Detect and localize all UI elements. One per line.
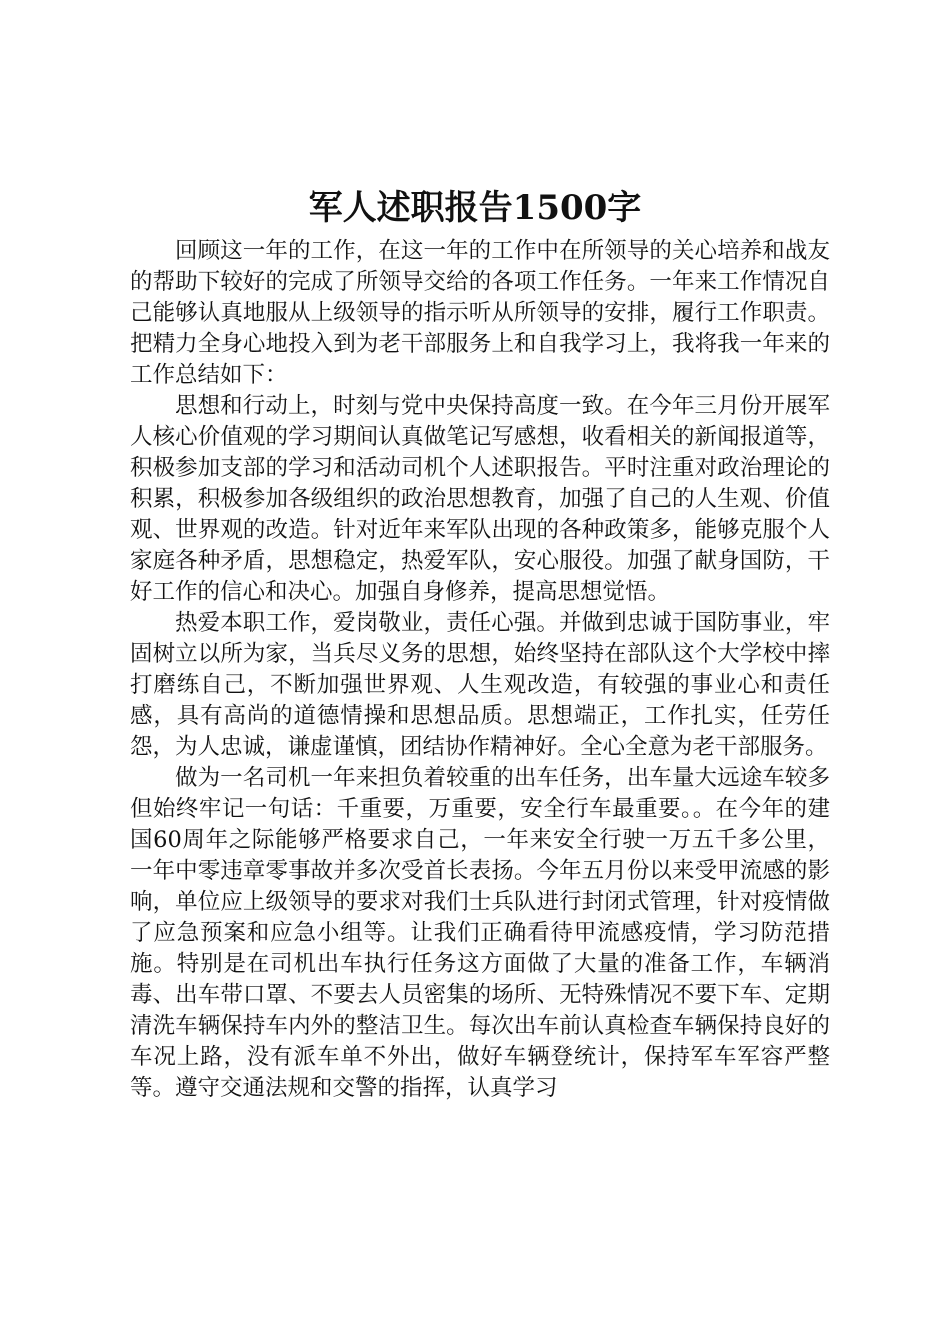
paragraph-dedication: 热爱本职工作，爱岗敬业，责任心强。并做到忠诚于国防事业，牢固树立以所为家，当兵尽义务的思想，始终坚持在部队这个大学校中摔打磨练自己，不断加强世界观、人生观改造，有较强的事业心和责任感，具有高尚的道德情操和思想品质。思想端正，工作扎实，任劳任怨，为人忠诚，谦虚谨慎，团结协作精神好。全心全意为老干部服务。 (130, 610, 830, 760)
paragraph-review: 回顾这一年的工作，在这一年的工作中在所领导的关心培养和战友的帮助下较好的完成了所领导交给的各项工作任务。一年来工作情况自己能够认真地服从上级领导的指示听从所领导的安排，履行工作职责。把精力全身心地投入到为老干部服务上和自我学习上，我将我一年来的工作总结如下： (130, 238, 830, 388)
paragraph-driving-duty: 做为一名司机一年来担负着较重的出车任务，出车量大远途车较多但始终牢记一句话：千重要，万重要，安全行车最重要。。在今年的建国60周年之际能够严格要求自己，一年来安全行驶一万五千多公里，一年中零违章零事故并多次受首长表扬。今年五月份以来受甲流感的影响，单位应上级领导的要求对我们士兵队进行封闭式管理，针对疫情做了应急预案和应急小组等。让我们正确看待甲流感疫情，学习防范措施。特别是在司机出车执行任务这方面做了大量的准备工作，车辆消毒、出车带口罩、不要去人员密集的场所、无特殊情况不要下车、定期清洗车辆保持车内外的整洁卫生。每次出车前认真检查车辆保持良好的车况上路，没有派车单不外出，做好车辆登统计，保持军车军容严整等。遵守交通法规和交警的指挥，认真学习 (130, 765, 830, 1101)
document-body (130, 236, 830, 1104)
document-title: 军人述职报告1500字 (308, 188, 642, 228)
paragraph-ideology: 思想和行动上，时刻与党中央保持高度一致。在今年三月份开展军人核心价值观的学习期间认真做笔记写感想，收看相关的新闻报道等，积极参加支部的学习和活动司机个人述职报告。平时注重对政治理论的积累，积极参加各级组织的政治思想教育，加强了自己的人生观、价值观、世界观的改造。针对近年来军队出现的各种政策多，能够克服个人家庭各种矛盾，思想稳定，热爱军队，安心服役。加强了献身国防，干好工作的信心和决心。加强自身修养，提高思想觉悟。 (130, 393, 830, 605)
